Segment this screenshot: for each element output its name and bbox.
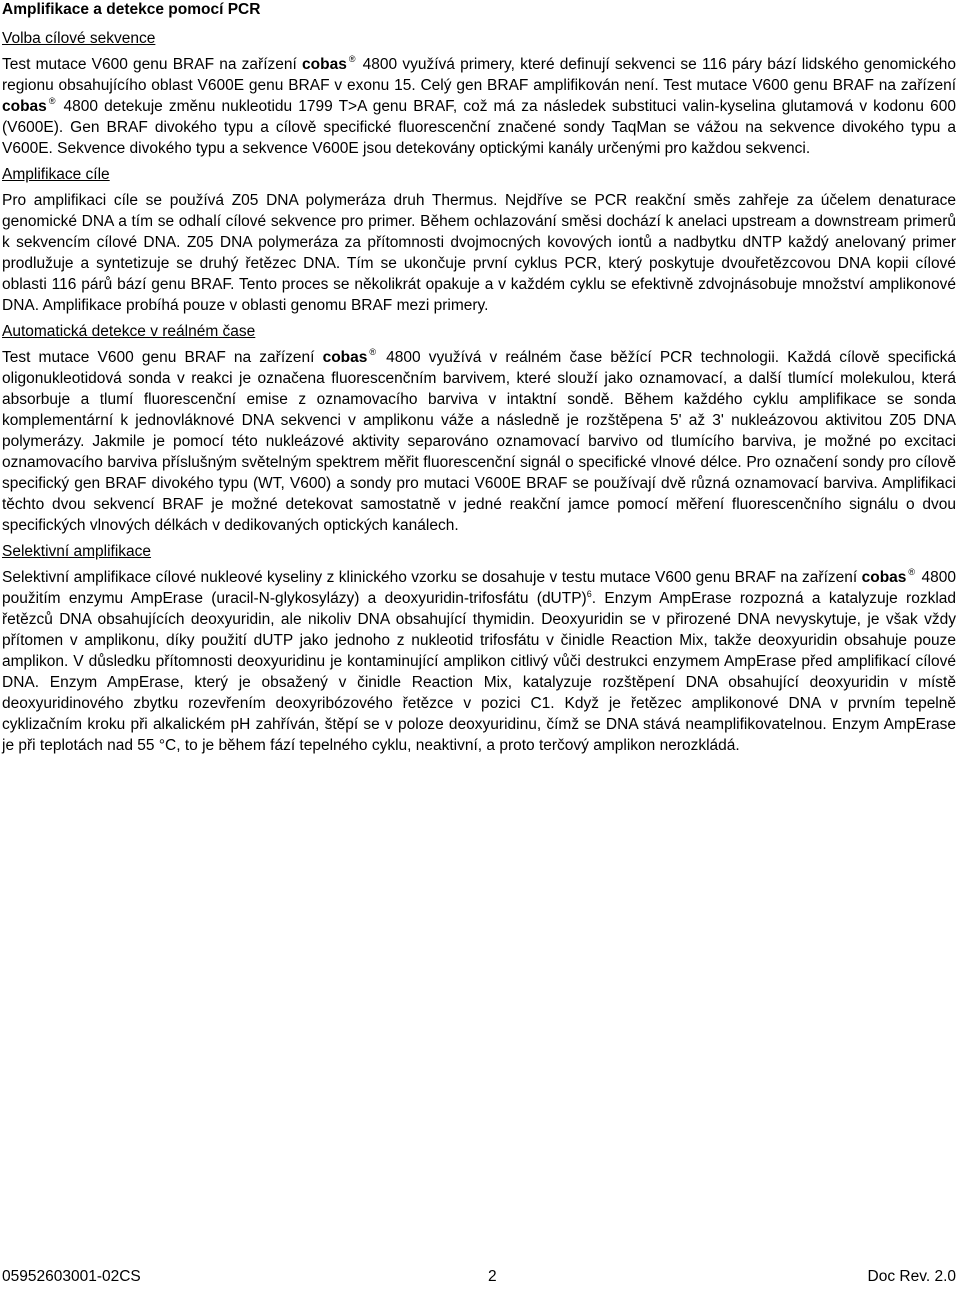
text-run: Test mutace V600 genu BRAF na zařízení: [2, 56, 303, 73]
text-run: Selektivní amplifikace cílové nukleové kyseliny z klinického vzorku se dosahuje v testu mutace V600 genu BRAF na zařízení: [2, 569, 862, 586]
text-run: 4800 detekuje změnu nukleotidu 1799 T>A genu BRAF, což má za následek substituci valin-kyselina glutamová v kodonu 600 (V600E). Gen BRAF divokého typu a cílově specifické fluorescenční značené sondy TaqMan se vážou na sekvence divokého typu a V600E. Sekvence divokého typu a sekvence V600E jsou detekovány optickými kanály určenými pro každou sekvenci.: [2, 98, 956, 157]
section-paragraph-target-selection: [2, 54, 956, 159]
page-footer: [2, 1268, 956, 1288]
page-title: Amplifikace a detekce pomocí PCR: [2, 1, 261, 18]
registered-mark: ®: [48, 96, 56, 106]
brand-text: cobas: [2, 98, 47, 115]
text-run: . Enzym AmpErase rozpozná a katalyzuje rozklad řetězců DNA obsahujících deoxyuridin, ale nikoliv DNA obsahující thymidin. Deoxyuridin se v přirozené DNA nevyskytuje, je však vždy přítomen v amplikonu, díky použití dUTP jako jednoho z nukleotid trifosfátu v činidle Reaction Mix, takže deoxyuridin obsahuje pouze amplikon. V důsledku přítomnosti deoxyuridinu je kontaminující amplikon citlivý vůči destrukci enzymem AmpErase před amplifikací cílové DNA. Enzym AmpErase, který je obsažený v činidle Reaction Mix, katalyzuje rozštěpení DNA obsahující deoxyuridin v místě deoxyuridinového zbytku rozevřením deoxyribózového řetězce v pozici C1. Když je řetězec amplikonové DNA v prvním tepelně cyklizačním kroku při alkalickém pH zahříván, štěpí se v poloze deoxyuridinu, čímž se DNA stává neamplifikovatelnou. Enzym AmpErase je při teplotách nad 55 °C, to je během fází tepelného cyklu, neaktivní, a proto terčový amplikon nerozkládá.: [2, 590, 957, 754]
brand-text: cobas: [861, 569, 907, 586]
section-paragraph-realtime-detection: [2, 347, 956, 536]
document-revision: Doc Rev. 2.0: [867, 1268, 956, 1285]
brand-text: cobas: [302, 56, 347, 73]
section-paragraph-target-amplification: Pro amplifikaci cíle se používá Z05 DNA polymeráza druh Thermus. Nejdříve se PCR reakční směs zahřeje za účelem denaturace genomické DNA a tím se odhalí cílové sekvence pro primer. Během ochlazování směsi dochází k anelaci upstream a downstream primerů k sekvencím cílové DNA. Z05 DNA polymeráza za přítomnosti dvojmocných kovových iontů a nadbytku dNTP každý anelovaný primer prodlužuje a syntetizuje se druhý řetězec DNA. Tím se ukončuje první cyklus PCR, který poskytuje dvouřetězcovou DNA kopii cílové oblasti 116 párů bází genu BRAF. Tento proces se několikrát opakuje a v každém cyklu se efektivně zdvojnásobuje množství amplikonové DNA. Amplifikace probíhá pouze v oblasti genomu BRAF mezi primery.: [2, 192, 956, 314]
footnote-reference: 6: [586, 589, 592, 599]
page-number: 2: [488, 1268, 497, 1285]
registered-mark: ®: [348, 54, 356, 64]
section-heading-target-selection: Volba cílové sekvence: [2, 30, 156, 47]
text-run: 4800 využívá primery, které definují sekvenci se 116 páry bází lidského genomického regionu obsahujícího oblast V600E genu BRAF v exonu 15. Celý gen BRAF amplifikován není. Test mutace V600 genu BRAF na zařízení: [2, 56, 956, 94]
text-run: 4800 použitím enzymu AmpErase (uracil-N-glykosylázy) a deoxyuridin-trifosfátu (dUTP): [2, 569, 956, 607]
registered-mark: ®: [369, 347, 377, 357]
section-paragraph-selective-amplification: [2, 567, 956, 756]
section-heading-realtime-detection: Automatická detekce v reálném čase: [2, 323, 256, 340]
brand-text: cobas: [322, 349, 368, 366]
document-number: 05952603001-02CS: [2, 1268, 141, 1285]
document-page: [2, 0, 956, 762]
section-heading-selective-amplification: Selektivní amplifikace: [2, 543, 152, 560]
section-heading-target-amplification: Amplifikace cíle: [2, 166, 110, 183]
text-run: 4800 využívá v reálném čase běžící PCR technologii. Každá cílově specifická oligonukleotidová sonda v reakci je označena fluorescenčním barvivem, které slouží jako oznamovací, a další tlumící molekulou, která absorbuje a tlumí fluorescenční emise z oznamovacího barviva v intaktní sondě. Během každého cyklu amplifikace se sonda komplementární k jednovláknové DNA sekvenci v amplikonu váže a následně je rozštěpena 5' až 3' nukleázovou aktivitou Z05 DNA polymerázy. Jakmile je pomocí této nukleázové aktivity separováno oznamovací barvivo od tlumícího barviva, je možné po excitaci oznamovacího barviva příslušným světelným spektrem měřit fluorescenční signál o specifické vlnové délce. Pro označení sondy pro cílově specifický gen BRAF divokého typu (WT, V600) a sondy pro mutaci V600E BRAF se používají dvě různá oznamovací barviva. Amplifikaci těchto dvou sekvencí BRAF je možné detekovat samostatně v jedné reakční jamce pomocí měření fluorescenčního signálu o dvou specifických vlnových délkách v dedikovaných optických kanálech.: [2, 349, 956, 534]
registered-mark: ®: [908, 567, 916, 577]
text-run: Test mutace V600 genu BRAF na zařízení: [2, 349, 323, 366]
